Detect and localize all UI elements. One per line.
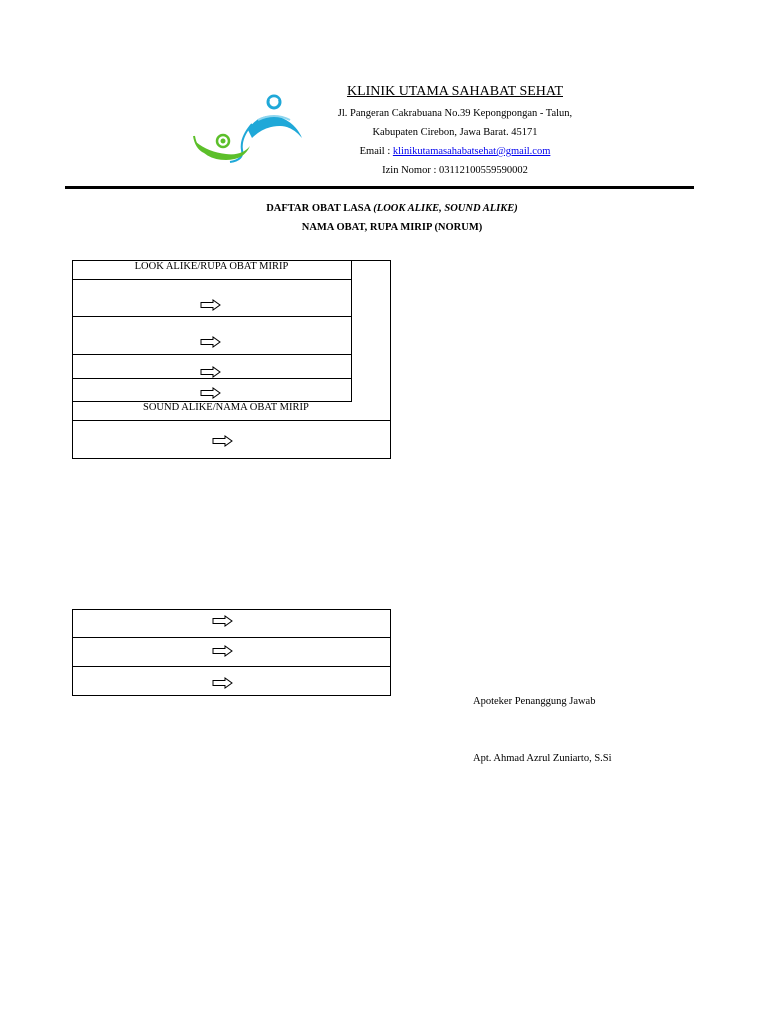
right-arrow-icon — [200, 366, 222, 378]
email-line — [310, 146, 600, 157]
document-title — [150, 203, 634, 214]
row-divider — [72, 637, 391, 638]
look-alike-right-border — [351, 260, 352, 401]
email-label: Email : — [359, 146, 393, 157]
right-arrow-icon — [212, 645, 234, 657]
lasa-table-frame — [72, 260, 391, 459]
right-arrow-icon — [200, 387, 222, 399]
title-plain: DAFTAR OBAT LASA — [266, 203, 374, 214]
row-divider — [72, 354, 352, 355]
clinic-logo — [190, 90, 310, 165]
right-arrow-icon — [200, 299, 222, 311]
lasa-table-2 — [72, 609, 391, 696]
right-arrow-icon — [212, 435, 234, 447]
row-divider — [72, 279, 352, 280]
look-alike-header: LOOK ALIKE/RUPA OBAT MIRIP — [134, 261, 289, 272]
row-divider — [72, 420, 391, 421]
right-arrow-icon — [212, 677, 234, 689]
row-divider — [72, 666, 391, 667]
row-divider — [72, 316, 352, 317]
email-link[interactable]: klinikutamasahabatsehat@gmail.com — [392, 146, 551, 157]
license-number: Izin Nomor : 03112100559590002 — [382, 165, 528, 176]
header-divider — [65, 186, 694, 189]
row-divider — [72, 378, 352, 379]
signature-title: Apoteker Penanggung Jawab — [473, 696, 596, 707]
document-subtitle: NAMA OBAT, RUPA MIRIP (NORUM) — [301, 222, 483, 233]
signature-name: Apt. Ahmad Azrul Zuniarto, S.Si — [473, 753, 612, 764]
lasa-table — [72, 260, 391, 459]
title-italic: (LOOK ALIKE, SOUND ALIKE) — [373, 203, 518, 214]
clinic-name: KLINIK UTAMA SAHABAT SEHAT — [346, 84, 563, 99]
address-line-2: Kabupaten Cirebon, Jawa Barat. 45171 — [372, 127, 538, 138]
right-arrow-icon — [200, 336, 222, 348]
right-arrow-icon — [212, 615, 234, 627]
address-line-1: Jl. Pangeran Cakrabuana No.39 Kepongpongan - Talun, — [337, 108, 573, 119]
sound-alike-header: SOUND ALIKE/NAMA OBAT MIRIP — [143, 402, 309, 413]
